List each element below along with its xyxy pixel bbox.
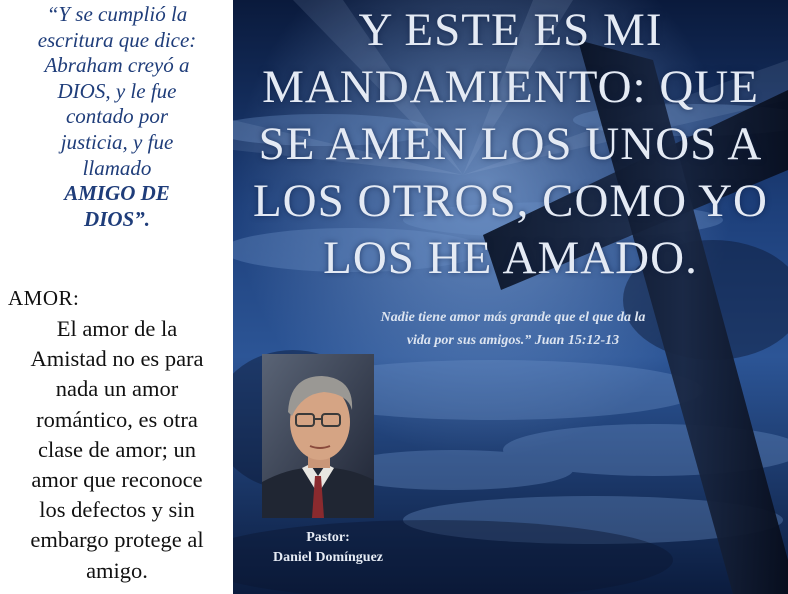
quote-line: contado por [65, 104, 169, 129]
headline-line: SE AMEN LOS UNOS A [258, 118, 763, 170]
verse-line: Nadie tiene amor más grande que el que da la [380, 310, 646, 325]
verse-line: vida por sus amigos.” Juan 15:12-13 [406, 333, 620, 348]
quote-line: llamado [82, 155, 152, 180]
pastor-caption [253, 528, 403, 568]
caption-name: Daniel Domínguez [272, 550, 384, 565]
description-line: amor que reconoce [31, 467, 203, 493]
caption-title: Pastor: [306, 530, 350, 545]
quote-emphasis-line: DIOS”. [84, 206, 150, 231]
left-text-column [0, 0, 232, 594]
quote-line: “Y se cumplió la [46, 2, 188, 26]
quote-line: Abraham creyó a [44, 53, 190, 78]
description-line: los defectos y sin [39, 497, 195, 523]
quote-line: DIOS, y le fue [57, 78, 177, 103]
poster-image [233, 0, 788, 594]
amor-heading: AMOR: [8, 286, 80, 310]
description-line: Amistad no es para [30, 346, 204, 372]
description-line: embargo protege al [30, 527, 204, 553]
quote-line: escritura que dice: [37, 27, 197, 52]
description-line: romántico, es otra [36, 406, 198, 432]
description-line: El amor de la [56, 316, 178, 341]
headline-line: MANDAMIENTO: QUE [262, 61, 759, 113]
headline-line: LOS OTROS, COMO YO [252, 175, 769, 227]
pastor-photo [262, 354, 374, 518]
headline-line: Y ESTE ES MI [358, 4, 663, 56]
pastor-portrait [262, 354, 374, 518]
description-line: clase de amor; un [37, 436, 197, 462]
description-line: nada un amor [55, 376, 179, 402]
bible-quote [4, 2, 230, 232]
poster-headline [233, 2, 788, 287]
description-line: amigo. [86, 557, 148, 583]
verse-reference [303, 306, 723, 352]
amor-description [4, 314, 230, 586]
quote-emphasis-line: AMIGO DE [64, 181, 170, 206]
headline-line: LOS HE AMADO. [323, 232, 698, 284]
quote-line: justicia, y fue [60, 129, 174, 154]
